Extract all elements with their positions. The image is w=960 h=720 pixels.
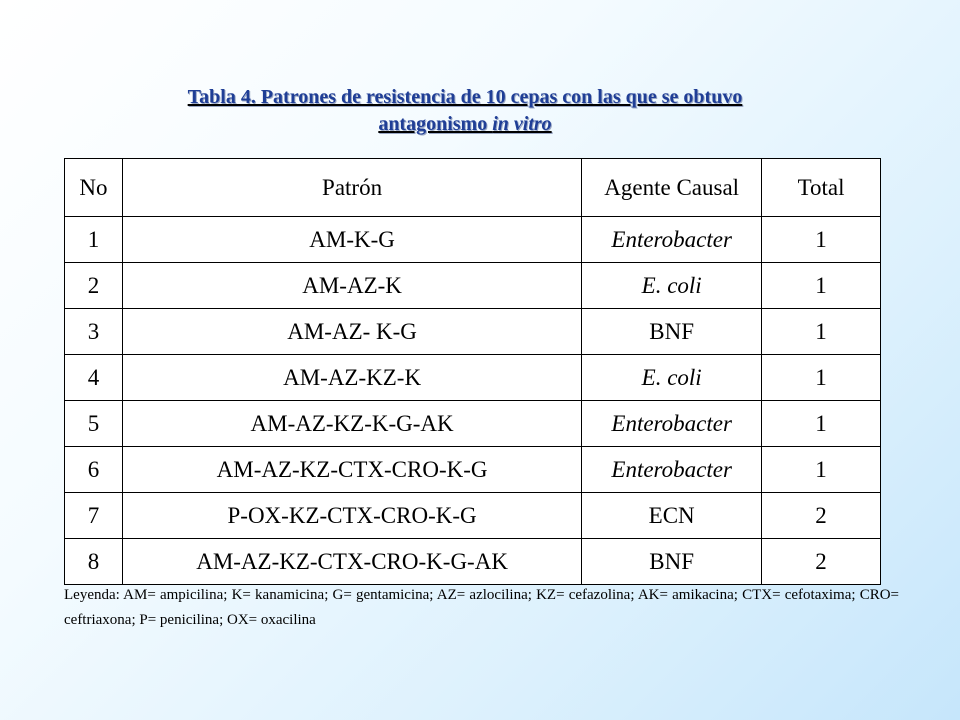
cell-no: 6 xyxy=(65,447,123,493)
header-patron: Patrón xyxy=(122,159,581,217)
cell-patron: AM-K-G xyxy=(122,217,581,263)
cell-agente: E. coli xyxy=(582,263,762,309)
cell-total: 2 xyxy=(762,539,881,585)
table-title-italic: in vitro xyxy=(492,113,552,135)
table-row xyxy=(65,401,881,447)
cell-patron: AM-AZ-K xyxy=(122,263,581,309)
resistance-table xyxy=(64,158,881,585)
cell-total: 1 xyxy=(762,401,881,447)
cell-no: 8 xyxy=(65,539,123,585)
table-header-row xyxy=(65,159,881,217)
cell-agente: E. coli xyxy=(582,355,762,401)
cell-agente: BNF xyxy=(582,539,762,585)
cell-total: 1 xyxy=(762,217,881,263)
cell-no: 5 xyxy=(65,401,123,447)
cell-total: 1 xyxy=(762,355,881,401)
cell-total: 2 xyxy=(762,493,881,539)
table-title-line2: antagonismo xyxy=(378,113,493,135)
header-no: No xyxy=(65,159,123,217)
header-agente: Agente Causal xyxy=(582,159,762,217)
cell-total: 1 xyxy=(762,309,881,355)
cell-patron: AM-AZ-KZ-CTX-CRO-K-G-AK xyxy=(122,539,581,585)
cell-no: 1 xyxy=(65,217,123,263)
cell-agente: BNF xyxy=(582,309,762,355)
cell-agente: Enterobacter xyxy=(582,447,762,493)
legend-text: Leyenda: AM= ampicilina; K= kanamicina; G= gentamicina; AZ= azlocilina; KZ= cefazolina; AK= amikacina; CTX= cefotaxima; CRO= ceftriaxona; P= penicilina; OX= oxacilina xyxy=(64,587,899,628)
cell-agente: Enterobacter xyxy=(582,217,762,263)
table-row xyxy=(65,539,881,585)
cell-agente: ECN xyxy=(582,493,762,539)
header-total: Total xyxy=(762,159,881,217)
cell-no: 4 xyxy=(65,355,123,401)
cell-patron: AM-AZ-KZ-CTX-CRO-K-G xyxy=(122,447,581,493)
table-row xyxy=(65,493,881,539)
table-row xyxy=(65,447,881,493)
table-row xyxy=(65,263,881,309)
cell-total: 1 xyxy=(762,447,881,493)
table-row xyxy=(65,309,881,355)
table-row xyxy=(65,217,881,263)
table-row xyxy=(65,355,881,401)
cell-no: 2 xyxy=(65,263,123,309)
table-title-line1: Tabla 4. Patrones de resistencia de 10 cepas con las que se obtuvo xyxy=(187,86,743,108)
cell-patron: AM-AZ- K-G xyxy=(122,309,581,355)
cell-patron: P-OX-KZ-CTX-CRO-K-G xyxy=(122,493,581,539)
cell-no: 3 xyxy=(65,309,123,355)
cell-total: 1 xyxy=(762,263,881,309)
table-title xyxy=(90,84,840,138)
cell-no: 7 xyxy=(65,493,123,539)
cell-patron: AM-AZ-KZ-K xyxy=(122,355,581,401)
cell-agente: Enterobacter xyxy=(582,401,762,447)
cell-patron: AM-AZ-KZ-K-G-AK xyxy=(122,401,581,447)
